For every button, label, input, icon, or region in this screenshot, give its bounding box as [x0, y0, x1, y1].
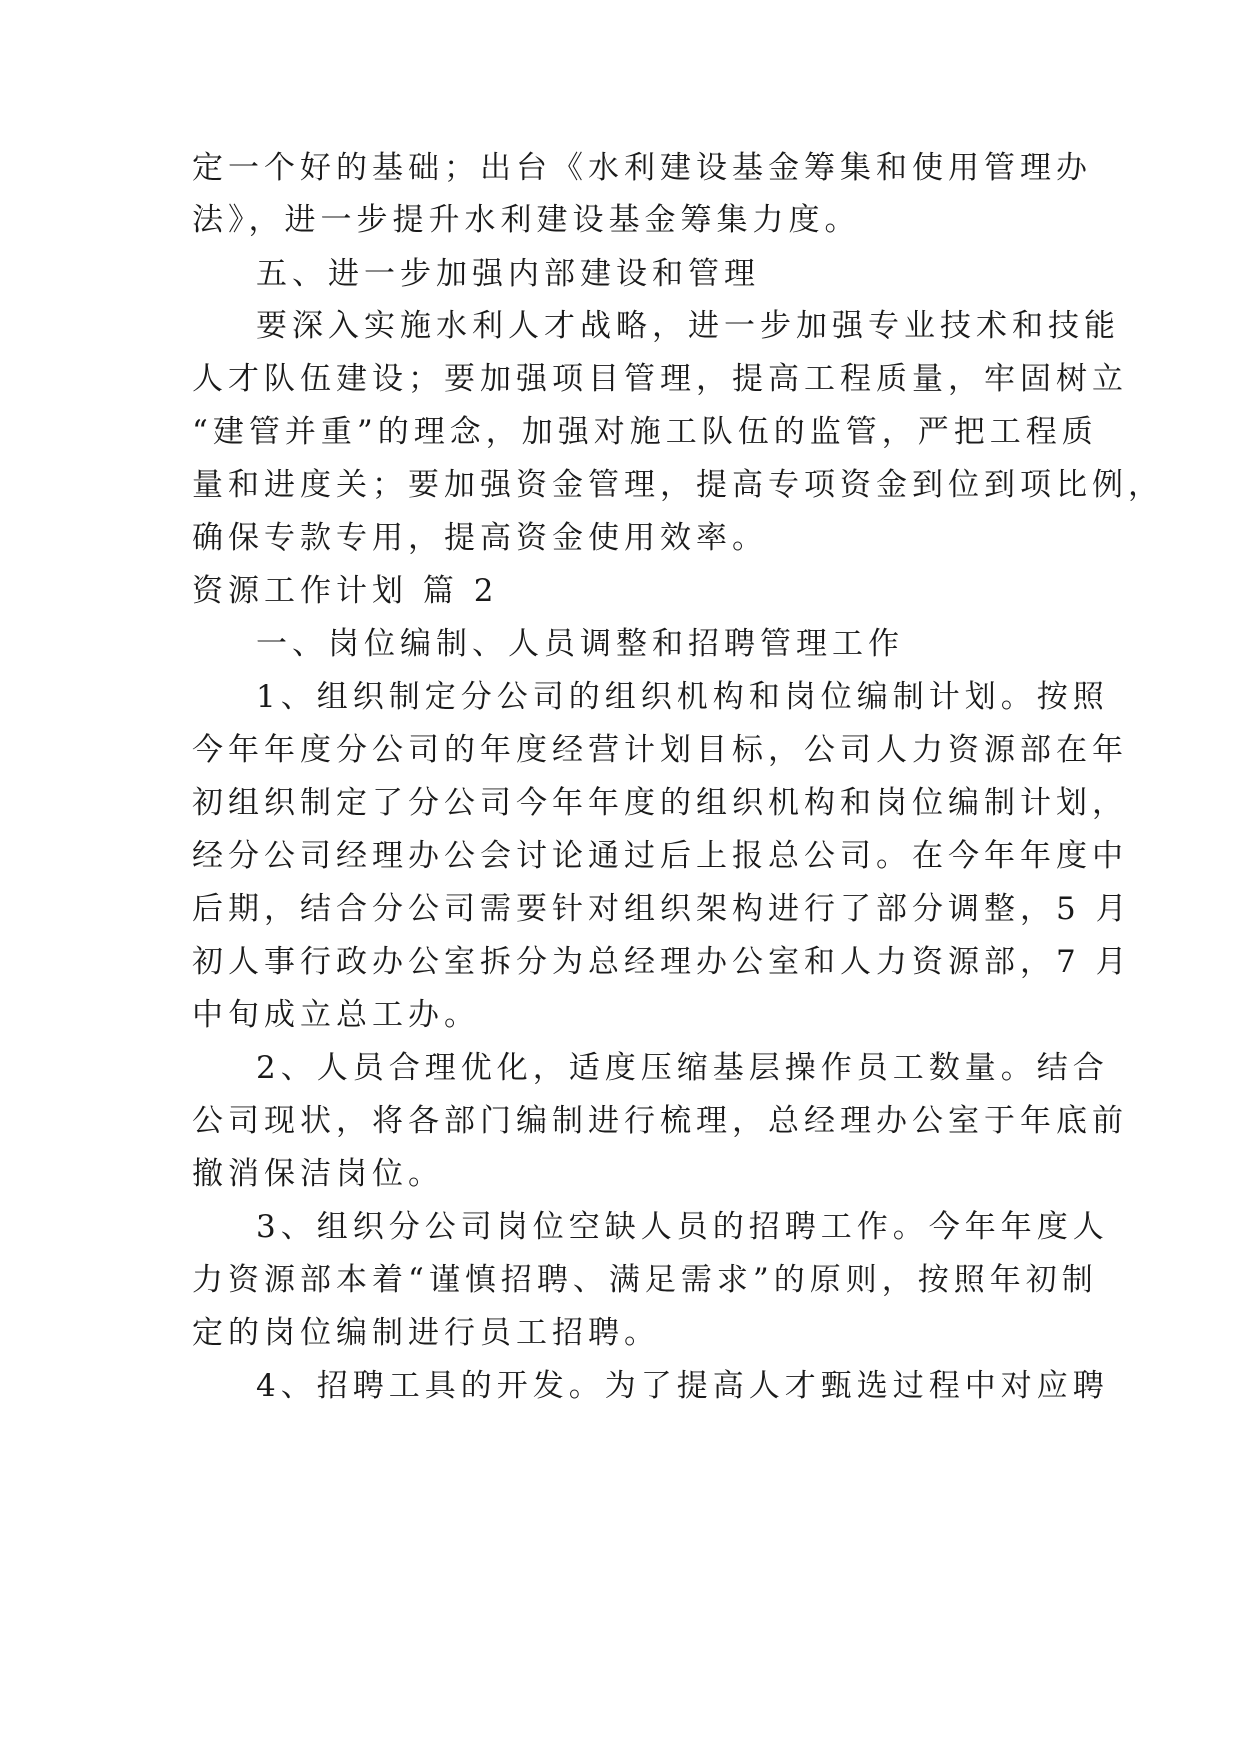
paragraph-start: 4、招聘工具的开发。为了提高人才甄选过程中对应聘 — [256, 1368, 1109, 1404]
text-line: 后期，结合分公司需要针对组织架构进行了部分调整，5 月 — [192, 891, 1132, 927]
paragraph-start: 2、人员合理优化，适度压缩基层操作员工数量。结合 — [256, 1050, 1109, 1086]
text-line: 中旬成立总工办。 — [192, 997, 480, 1033]
text-line: 确保专款专用，提高资金使用效率。 — [192, 520, 768, 556]
section-heading: 五、进一步加强内部建设和管理 — [256, 256, 760, 292]
text-line: 法》，进一步提升水利建设基金筹集力度。 — [192, 202, 861, 238]
section-heading: 一、岗位编制、人员调整和招聘管理工作 — [256, 626, 904, 662]
text-line: 撤消保洁岗位。 — [192, 1156, 444, 1192]
text-line: 定一个好的基础；出台《水利建设基金筹集和使用管理办 — [192, 150, 1092, 186]
text-line: 人才队伍建设；要加强项目管理，提高工程质量，牢固树立 — [192, 361, 1128, 397]
text-line: 定的岗位编制进行员工招聘。 — [192, 1315, 660, 1351]
text-line: “建管并重”的理念，加强对施工队伍的监管，严把工程质 — [192, 414, 1098, 450]
text-line: 力资源部本着“谨慎招聘、满足需求”的原则，按照年初制 — [192, 1262, 1098, 1298]
article-title: 资源工作计划 篇 2 — [192, 573, 499, 609]
text-line: 今年年度分公司的年度经营计划目标，公司人力资源部在年 — [192, 732, 1128, 768]
text-line: 量和进度关；要加强资金管理，提高专项资金到位到项比例， — [192, 467, 1164, 503]
text-line: 初人事行政办公室拆分为总经理办公室和人力资源部，7 月 — [192, 944, 1132, 980]
text-line: 经分公司经理办公会讨论通过后上报总公司。在今年年度中 — [192, 838, 1128, 874]
paragraph-start: 要深入实施水利人才战略，进一步加强专业技术和技能 — [256, 308, 1120, 344]
text-line: 初组织制定了分公司今年年度的组织机构和岗位编制计划， — [192, 785, 1128, 821]
paragraph-start: 1、组织制定分公司的组织机构和岗位编制计划。按照 — [256, 679, 1109, 715]
text-line: 公司现状，将各部门编制进行梳理，总经理办公室于年底前 — [192, 1103, 1128, 1139]
paragraph-start: 3、组织分公司岗位空缺人员的招聘工作。今年年度人 — [256, 1209, 1109, 1245]
